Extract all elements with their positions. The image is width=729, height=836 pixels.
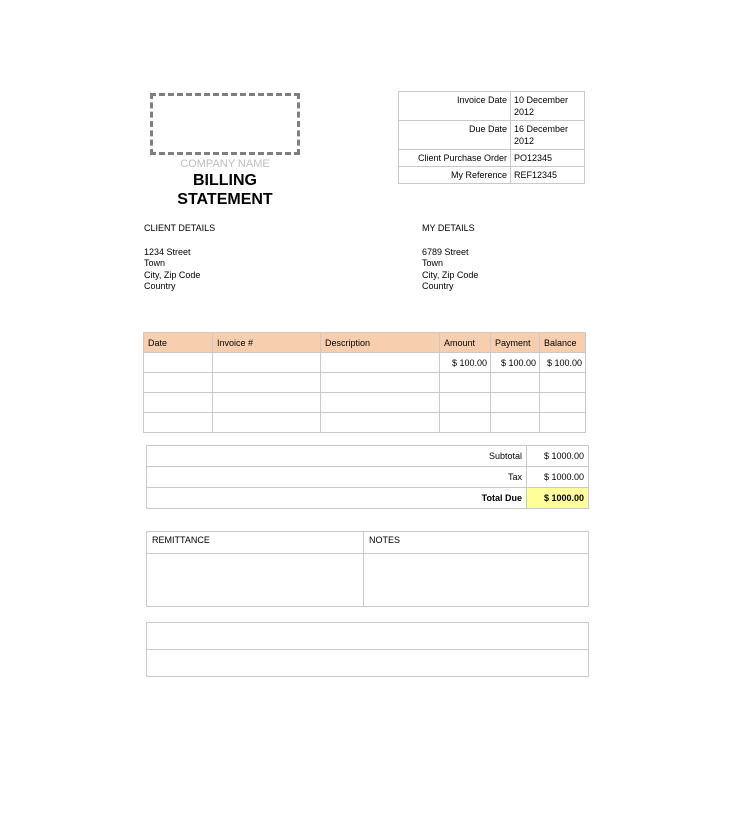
- table-header-row: [144, 333, 586, 353]
- client-address-line: 1234 Street: [144, 246, 191, 257]
- my-address-line: Country: [422, 281, 454, 291]
- total-due-label: Total Due: [147, 488, 527, 509]
- table-cell[interactable]: [321, 353, 440, 373]
- table-cell[interactable]: [213, 393, 321, 413]
- my-details: [422, 223, 478, 293]
- logo-placeholder: [150, 93, 300, 155]
- table-cell[interactable]: [440, 393, 491, 413]
- company-name: COMPANY NAME: [180, 158, 270, 170]
- table-cell[interactable]: [491, 413, 540, 433]
- meta-row-purchase-order: [399, 150, 585, 167]
- notes-label: NOTES: [364, 532, 589, 554]
- client-address-line: City, Zip Code: [144, 269, 201, 280]
- table-cell[interactable]: [491, 373, 540, 393]
- subtotal-label: Subtotal: [147, 446, 527, 467]
- remittance-header-row: [147, 532, 589, 554]
- table-cell[interactable]: [321, 413, 440, 433]
- meta-row-invoice-date: [399, 92, 585, 121]
- table-cell[interactable]: [213, 373, 321, 393]
- remittance-label: REMITTANCE: [147, 532, 364, 554]
- footer-row: [147, 650, 589, 677]
- column-header-payment: Payment: [491, 333, 540, 353]
- notes-field[interactable]: [364, 554, 589, 607]
- table-cell[interactable]: [213, 413, 321, 433]
- subtotal-value[interactable]: $ 1000.00: [527, 446, 589, 467]
- column-header-invoice: Invoice #: [213, 333, 321, 353]
- table-cell[interactable]: [440, 373, 491, 393]
- table-cell[interactable]: [213, 353, 321, 373]
- table-cell[interactable]: [321, 393, 440, 413]
- table-cell[interactable]: [144, 373, 213, 393]
- my-details-heading: MY DETAILS: [422, 223, 475, 233]
- document-title: [150, 171, 300, 209]
- table-cell[interactable]: [440, 413, 491, 433]
- tax-value[interactable]: $ 1000.00: [527, 467, 589, 488]
- remittance-notes-table: [146, 531, 589, 607]
- table-cell[interactable]: [540, 373, 586, 393]
- my-address-line: 6789 Street: [422, 246, 469, 257]
- meta-label: My Reference: [399, 167, 511, 184]
- tax-row: [147, 467, 589, 488]
- table-cell[interactable]: $ 100.00: [540, 353, 586, 373]
- title-line-1: BILLING: [193, 172, 257, 189]
- meta-value[interactable]: 10 December 2012: [511, 92, 585, 121]
- my-address-line: City, Zip Code: [422, 269, 479, 280]
- table-cell[interactable]: [491, 393, 540, 413]
- table-cell[interactable]: [321, 373, 440, 393]
- table-cell[interactable]: [540, 413, 586, 433]
- table-cell[interactable]: [144, 413, 213, 433]
- meta-row-due-date: [399, 121, 585, 150]
- meta-label: Client Purchase Order: [399, 150, 511, 167]
- total-due-row: [147, 488, 589, 509]
- footer-row: [147, 623, 589, 650]
- column-header-date: Date: [144, 333, 213, 353]
- meta-value[interactable]: PO12345: [511, 150, 585, 167]
- client-address-line: Country: [144, 281, 176, 291]
- table-row: [144, 413, 586, 433]
- column-header-amount: Amount: [440, 333, 491, 353]
- remittance-body-row: [147, 554, 589, 607]
- invoice-meta-table: [398, 91, 585, 184]
- totals-table: [146, 445, 589, 509]
- table-cell[interactable]: [144, 393, 213, 413]
- footer-cell[interactable]: [147, 623, 589, 650]
- subtotal-row: [147, 446, 589, 467]
- column-header-balance: Balance: [540, 333, 586, 353]
- table-cell[interactable]: [540, 393, 586, 413]
- meta-value[interactable]: REF12345: [511, 167, 585, 184]
- table-cell[interactable]: $ 100.00: [491, 353, 540, 373]
- my-address-line: Town: [422, 258, 444, 268]
- footer-cell[interactable]: [147, 650, 589, 677]
- client-details: [144, 223, 215, 293]
- table-row: [144, 353, 586, 373]
- line-items-table: [143, 332, 586, 433]
- table-row: [144, 393, 586, 413]
- meta-label: Invoice Date: [399, 92, 511, 121]
- tax-label: Tax: [147, 467, 527, 488]
- title-line-2: STATEMENT: [177, 191, 273, 208]
- meta-row-reference: [399, 167, 585, 184]
- total-due-value[interactable]: $ 1000.00: [527, 488, 589, 509]
- meta-label: Due Date: [399, 121, 511, 150]
- table-cell[interactable]: [144, 353, 213, 373]
- footer-table: [146, 622, 589, 677]
- table-row: [144, 373, 586, 393]
- column-header-description: Description: [321, 333, 440, 353]
- client-address-line: Town: [144, 258, 166, 268]
- remittance-field[interactable]: [147, 554, 364, 607]
- table-cell[interactable]: $ 100.00: [440, 353, 491, 373]
- meta-value[interactable]: 16 December 2012: [511, 121, 585, 150]
- client-details-heading: CLIENT DETAILS: [144, 223, 216, 233]
